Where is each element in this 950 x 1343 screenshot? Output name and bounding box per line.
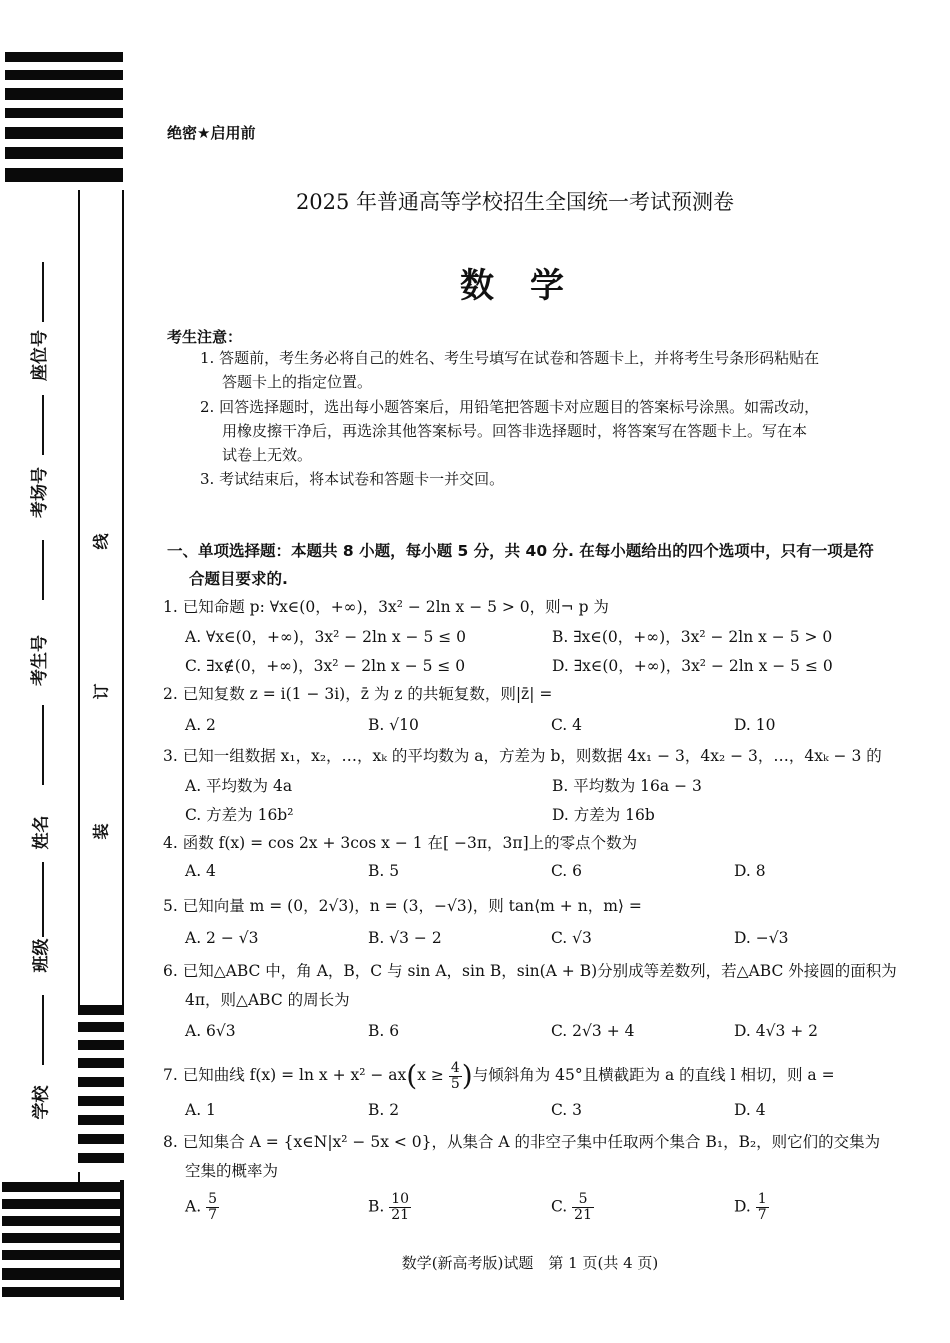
exam-title: 2025 年普通高等学校招生全国统一考试预测卷 [295, 190, 735, 214]
q8-option-c-fraction [572, 1192, 594, 1223]
notice-item-1 [200, 346, 940, 394]
q6-option-c: C. 2√3 + 4 [551, 1022, 635, 1040]
school-label: 学校 [31, 1085, 52, 1120]
q5-option-d: D. −√3 [734, 929, 789, 947]
question-6-options [185, 1022, 945, 1044]
question-2-options [185, 716, 945, 738]
q6-option-a: A. 6√3 [185, 1022, 236, 1040]
q3-option-a: A. 平均数为 4a [185, 777, 293, 795]
q8-option-b-label: B. [368, 1197, 385, 1216]
notice-line: 2. 回答选择题时，选出每小题答案后，用铅笔把答题卡对应题目的答案标号涂黑。如需改动， [200, 398, 820, 416]
q7-fraction-denominator: 5 [450, 1075, 460, 1092]
question-4-options [185, 862, 945, 884]
q8-option-d [734, 1192, 769, 1223]
question-4-stem: 4. 函数 f(x) = cos 2x + 3cos x − 1 在[ −3π，3π]上的零点个数为 [163, 834, 638, 852]
q8-option-b-fraction [389, 1192, 411, 1223]
q6-option-b: B. 6 [368, 1022, 400, 1040]
notice-line: 用橡皮擦干净后，再选涂其他答案标号。回答非选择题时，将答案写在答题卡上。写在本 [222, 422, 808, 440]
question-2-stem: 2. 已知复数 z = i(1 − 3i)，z̄ 为 z 的共轭复数，则|z̄| = [163, 685, 553, 703]
question-8-options [185, 1192, 945, 1232]
q8-option-c [551, 1192, 594, 1223]
section-heading-line: 合题目要求的. [189, 570, 288, 588]
question-8-stem-line1: 8. 已知集合 A = {x∈N|x² − 5x < 0}，从集合 A 的非空子集中任取两个集合 B₁，B₂，则它们的交集为 [163, 1133, 881, 1151]
question-6-stem-line2: 4π，则△ABC 的周长为 [185, 991, 350, 1009]
q8-a-num: 5 [208, 1191, 217, 1207]
question-3-options-row2 [185, 803, 945, 825]
q7-condition: x ≥ [417, 1066, 449, 1084]
q8-a-den: 7 [208, 1207, 217, 1223]
section-heading [167, 537, 942, 593]
notice-line: 试卷上无效。 [222, 446, 313, 464]
q2-option-b: B. √10 [368, 716, 419, 734]
question-5-stem: 5. 已知向量 m = (0，2√3)，n = (3，−√3)，则 tan⟨m + n，m⟩ = [163, 897, 642, 915]
q8-b-den: 21 [391, 1207, 410, 1223]
q7-option-b: B. 2 [368, 1101, 400, 1119]
question-8-stem-line2: 空集的概率为 [185, 1162, 279, 1180]
q8-option-c-label: C. [551, 1197, 568, 1216]
candidate-number-label: 考生号 [30, 635, 50, 686]
q8-option-d-label: D. [734, 1197, 751, 1216]
q8-option-a-fraction [206, 1192, 219, 1223]
notice-line: 1. 答题前，考生务必将自己的姓名、考生号填写在试卷和答题卡上，并将考生号条形码粘贴在 [200, 349, 820, 367]
q3-option-d: D. 方差为 16b [552, 806, 655, 824]
q1-option-a: A. ∀x∈(0，+∞)，3x² − 2ln x − 5 ≤ 0 [185, 628, 467, 646]
notice-item-3 [200, 467, 940, 491]
q7-option-c: C. 3 [551, 1101, 583, 1119]
question-1-options-row2 [185, 654, 945, 676]
q5-option-b: B. √3 − 2 [368, 929, 442, 947]
confidential-mark: 绝密★启用前 [167, 124, 256, 142]
question-7-stem: 7. 已知曲线 f(x) = ln x + x² − ax(x ≥ $\frac{4}{5}$ )与倾斜角为 45°且横截距为 a 的直线 l 相切，则 a = [163, 1059, 835, 1092]
notice-line: 答题卡上的指定位置。 [222, 373, 373, 391]
notice-item-2 [200, 395, 940, 467]
q8-option-a-label: A. [185, 1197, 202, 1216]
name-label: 姓名 [31, 815, 52, 850]
q7-option-d: D. 4 [734, 1101, 766, 1119]
q1-option-d: D. ∃x∈(0，+∞)，3x² − 2ln x − 5 ≤ 0 [552, 657, 833, 675]
q8-c-num: 5 [572, 1192, 594, 1208]
question-6-stem-line1: 6. 已知△ABC 中，角 A，B，C 与 sin A，sin B，sin(A + B)分别成等差数列，若△ABC 外接圆的面积为 [163, 962, 897, 980]
q1-option-b: B. ∃x∈(0，+∞)，3x² − 2ln x − 5 > 0 [552, 628, 833, 646]
q7-fraction [449, 1061, 462, 1092]
q3-option-b: B. 平均数为 16a − 3 [552, 777, 702, 795]
question-5-options [185, 929, 945, 951]
q1-option-c: C. ∃x∉(0，+∞)，3x² − 2ln x − 5 ≤ 0 [185, 657, 466, 675]
q8-option-b [368, 1192, 411, 1223]
notice-heading: 考生注意： [167, 328, 243, 346]
class-label: 班级 [31, 938, 52, 973]
notice-line: 3. 考试结束后，将本试卷和答题卡一并交回。 [200, 470, 505, 488]
q4-option-c: C. 6 [551, 862, 583, 880]
q7-option-a: A. 1 [185, 1101, 216, 1119]
q8-option-a [185, 1192, 219, 1223]
q8-c-den: 21 [574, 1207, 592, 1223]
page-footer: 数学(新高考版)试题 第 1 页(共 4 页) [401, 1254, 659, 1272]
exam-room-label: 考场号 [30, 467, 50, 518]
q8-d-num: 1 [757, 1191, 767, 1207]
q7-stem-pre: 7. 已知曲线 f(x) = ln x + x² − ax [163, 1066, 407, 1084]
q2-option-c: C. 4 [551, 716, 583, 734]
q7-fraction-numerator: 4 [450, 1059, 460, 1076]
q8-option-d-fraction [756, 1192, 769, 1223]
question-3-options-row1 [185, 774, 945, 796]
q2-option-d: D. 10 [734, 716, 776, 734]
q4-option-b: B. 5 [368, 862, 400, 880]
q4-option-a: A. 4 [185, 862, 216, 880]
question-3-stem: 3. 已知一组数据 x₁，x₂，…，xₖ 的平均数为 a，方差为 b，则数据 4x₁ − 3，4x₂ − 3，…，4xₖ − 3 的 [163, 747, 882, 765]
question-1-stem: 1. 已知命题 p: ∀x∈(0，+∞)，3x² − 2ln x − 5 > 0，则¬ p 为 [163, 598, 609, 616]
q5-option-a: A. 2 − √3 [185, 929, 259, 947]
q8-b-num: 10 [391, 1191, 410, 1207]
seat-number-label: 座位号 [30, 330, 50, 381]
section-heading-line: 一、单项选择题：本题共 8 小题，每小题 5 分，共 40 分. 在每小题给出的四个选项中，只有一项是符 [167, 542, 874, 560]
cut-mark-line: 线 [91, 533, 111, 550]
question-7-options [185, 1101, 945, 1123]
q6-option-d: D. 4√3 + 2 [734, 1022, 819, 1040]
q8-d-den: 7 [757, 1207, 767, 1223]
q7-stem-post: 与倾斜角为 45°且横截距为 a 的直线 l 相切，则 a = [472, 1066, 835, 1084]
q2-option-a: A. 2 [185, 716, 216, 734]
cut-mark-staple: 装 [91, 823, 111, 840]
q3-option-c: C. 方差为 16b² [185, 806, 294, 824]
subject-title: 数学 [460, 266, 600, 306]
q4-option-d: D. 8 [734, 862, 766, 880]
q5-option-c: C. √3 [551, 929, 592, 947]
question-1-options-row1 [185, 625, 945, 647]
cut-mark-bind: 订 [91, 683, 111, 700]
